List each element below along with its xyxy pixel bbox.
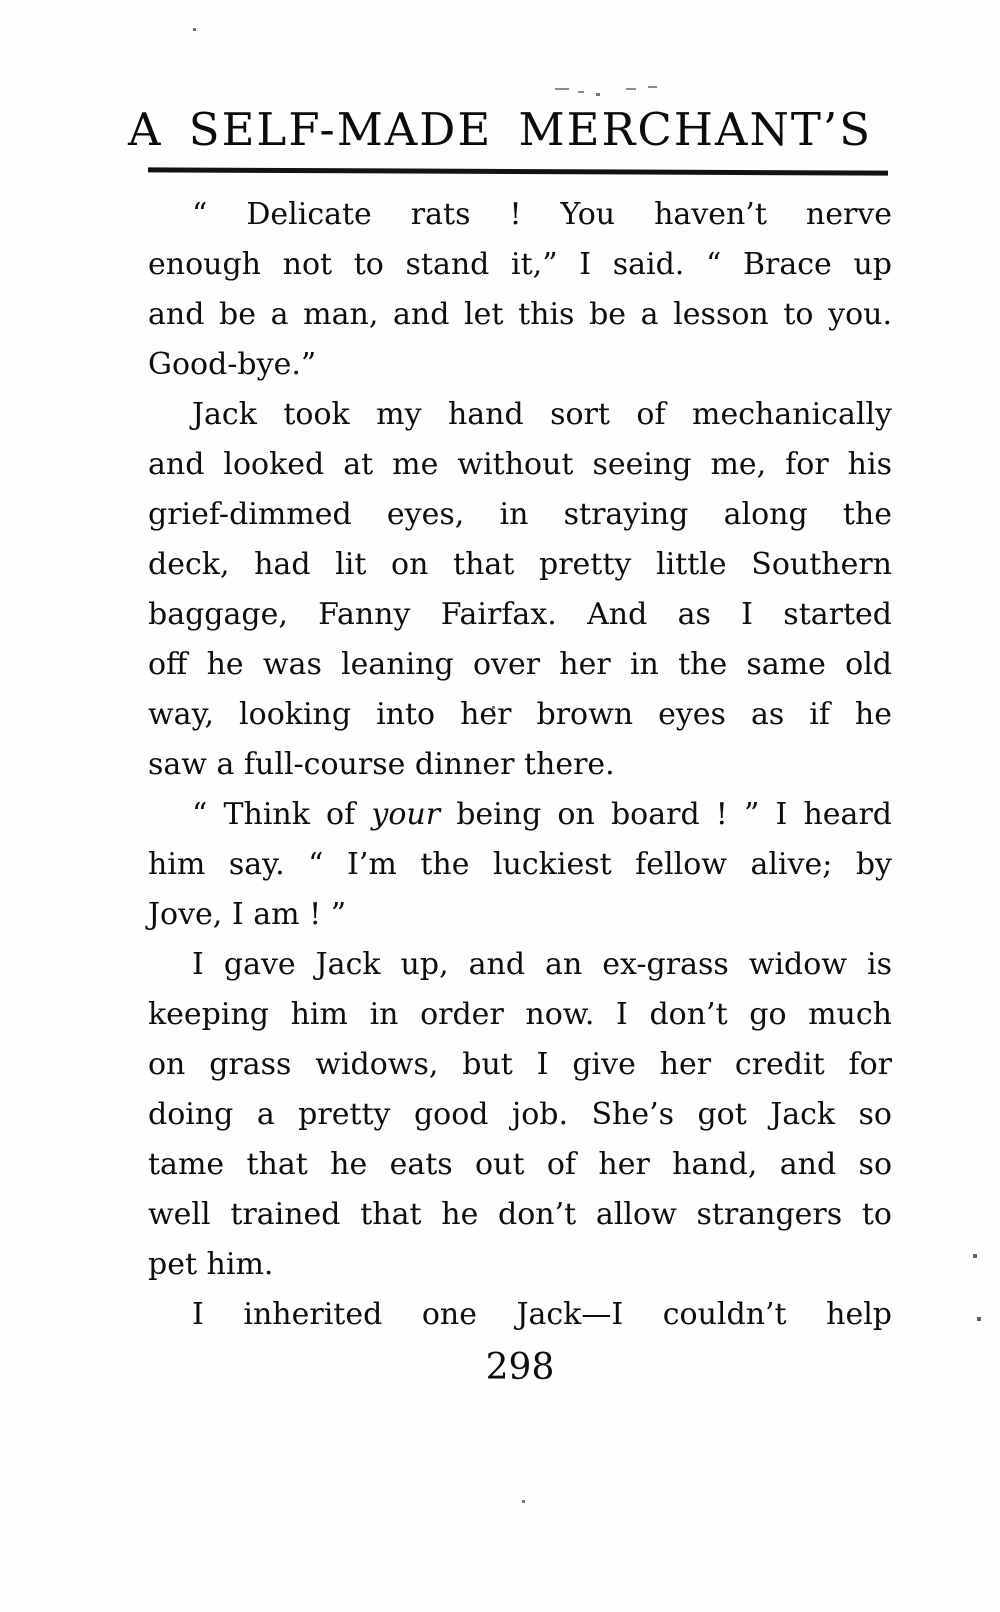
text-line: Jack took my hand sort of mechanically [192, 397, 892, 432]
text-line: I inherited one Jack—I couldn’t help [192, 1297, 892, 1332]
scan-artifact [555, 88, 569, 90]
text-line: way, looking into her brown eyes as if he [148, 697, 892, 732]
scan-artifact [977, 1317, 981, 1321]
text-line: doing a pretty good job. She’s got Jack so [148, 1097, 892, 1132]
scan-artifact [973, 1254, 977, 1258]
text-line: Jove, I am ! ” [148, 897, 347, 932]
text-line: and be a man, and let this be a lesson to you. [148, 297, 892, 332]
text-line: baggage, Fanny Fairfax. And as I started [148, 597, 892, 632]
text-line: well trained that he don’t allow strangers to [148, 1197, 892, 1232]
text-line: deck, had lit on that pretty little Southern [148, 547, 892, 582]
text-line: tame that he eats out of her hand, and so [148, 1147, 892, 1182]
scan-artifact [626, 88, 636, 90]
scan-artifact [648, 86, 657, 88]
text-line: off he was leaning over her in the same old [148, 647, 892, 682]
scan-artifact [578, 91, 584, 93]
scan-artifact [522, 1500, 525, 1503]
line-segment: being on board ! ” I heard [440, 797, 892, 832]
text-line: keeping him in order now. I don’t go much [148, 997, 892, 1032]
text-line: I gave Jack up, and an ex-grass widow is [192, 947, 892, 982]
scan-artifact [596, 93, 600, 96]
italic-word: your [371, 797, 441, 832]
text-line: and looked at me without seeing me, for his [148, 447, 892, 482]
text-line: “ Delicate rats ! You haven’t nerve [192, 197, 892, 232]
text-line: enough not to stand it,” I said. “ Brace up [148, 247, 892, 282]
line-segment: “ Think of [192, 797, 372, 832]
text-line: saw a full-course dinner there. [148, 747, 615, 782]
page-number: 298 [485, 1347, 555, 1388]
text-line: on grass widows, but I give her credit for [148, 1047, 892, 1082]
text-line: pet him. [148, 1247, 274, 1282]
text-line: grief-dimmed eyes, in straying along the [148, 497, 892, 532]
text-line: him say. “ I’m the luckiest fellow alive; by [148, 847, 892, 882]
scan-artifact [193, 28, 196, 31]
text-line [148, 790, 892, 840]
text-line: Good-bye.” [148, 347, 317, 382]
page-body [148, 190, 892, 1340]
header-rule [148, 167, 888, 175]
running-header: A SELF-MADE MERCHANT’S [127, 103, 873, 156]
